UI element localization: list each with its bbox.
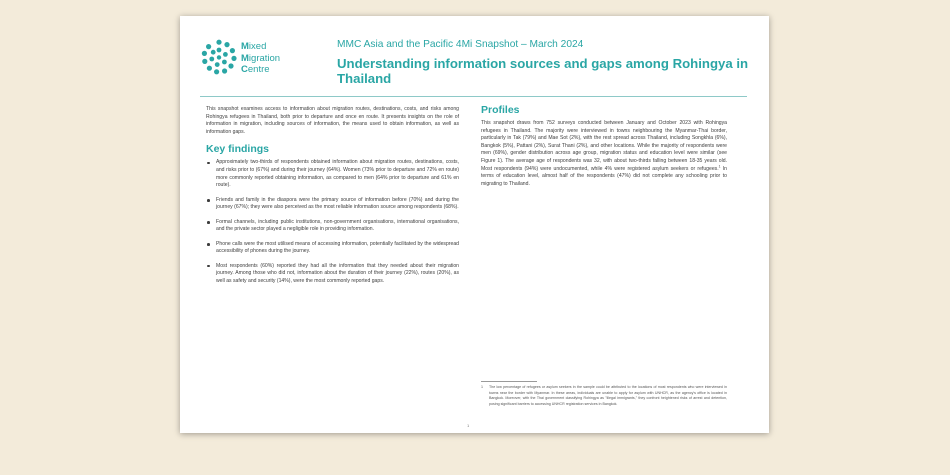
footnote-divider bbox=[481, 381, 537, 382]
bullet-icon bbox=[207, 199, 210, 202]
finding-item: Phone calls were the most utilised means of accessing information, potentially facilitated by the widespread accessibility of phones during the journey. bbox=[206, 241, 459, 256]
finding-item: Friends and family in the diaspora were the primary source of information before (70%) and during the journey (67%); they were also perceived as the most reliable information source among respondents (68%). bbox=[206, 197, 459, 212]
bullet-icon bbox=[207, 162, 210, 165]
logo-wordmark bbox=[241, 41, 280, 76]
document-title: Understanding information sources and gaps among Rohingya in Thailand bbox=[337, 56, 749, 86]
mmc-circle-logo-icon bbox=[201, 39, 237, 75]
key-findings-heading: Key findings bbox=[206, 143, 270, 156]
footnote-text: The low percentage of refugees or asylum seekers in the sample could be attributed to the locations of most respondents who were interviewed in towns near the border with Myanmar. In these areas, individuals are unable to apply for asylum with UNHCR, as the agency's office is located in Bangkok. Moreover, with the Thai government classifying Rohingya as "illegal immigrants," they confront heightened risks of arrest and detention, posing significant barriers to accessing UNHCR registration services in Bangkok. bbox=[489, 385, 727, 406]
footnote-reference[interactable]: 1 bbox=[718, 163, 721, 168]
bullet-icon bbox=[207, 243, 210, 246]
logo-line-2: Migration bbox=[241, 52, 281, 64]
mmc-logo bbox=[201, 39, 321, 79]
snapshot-subtitle: MMC Asia and the Pacific 4Mi Snapshot – March 2024 bbox=[337, 39, 584, 50]
footnote bbox=[481, 385, 727, 407]
bullet-icon bbox=[207, 265, 210, 268]
profiles-paragraph: This snapshot draws from 752 surveys conducted between January and October 2023 with Rohingya refugees in Thailand. The majority were interviewed in towns neighbouring the Myanmar-Thai border, particularly in Tak (79%) and Mae Sot (2%), with the rest spread across Thailand, including Songkhla (6%), Bangkok (5%), Pattani (2%), Surat Thani (2%), and other locations. While the majority of respondents were men (69%), gender distribution across age group, migration status and education level were similar (see Figure 1). The average age of respondents was 32, with about two-thirds falling between 18-35 years old. Most respondents (94%) were undocumented, while 4% were registered asylum seekers or refugees.$^1$ In terms of education level, almost half of the respondents (47%) did not complete any schooling prior to migrating to Thailand. bbox=[481, 120, 727, 187]
profiles-heading: Profiles bbox=[481, 104, 520, 116]
logo-line-3: Centre bbox=[241, 64, 270, 75]
page-number: 1 bbox=[467, 423, 470, 428]
page-header bbox=[180, 16, 769, 96]
logo-line-1: Mixed bbox=[241, 41, 267, 52]
bullet-icon bbox=[207, 221, 210, 224]
key-findings-list bbox=[206, 159, 459, 285]
document-page bbox=[180, 16, 769, 433]
finding-item: Formal channels, including public institutions, non-government organisations, international organisations, and the private sector played a negligible role in providing information. bbox=[206, 219, 459, 234]
intro-paragraph: This snapshot examines access to information about migration routes, destinations, costs, and risks among Rohingya refugees in Thailand, both prior to departure and once en route. It presents insights on the role of information in migration, including sources of information, the means used to obtain information, as well as information gaps. bbox=[206, 106, 459, 135]
right-column bbox=[481, 104, 727, 188]
header-divider bbox=[200, 96, 747, 97]
finding-item: Most respondents (60%) reported they had all the information that they needed about their migration journey. Among those who did not, information about the duration of their journey (22%), routes (20%), as well as safety and security (14%), were the most commonly reported gaps. bbox=[206, 263, 459, 286]
footnote-number: 1 bbox=[481, 385, 483, 389]
left-column bbox=[206, 106, 459, 292]
finding-item: Approximately two-thirds of respondents obtained information about migration routes, destinations, costs, and risks prior to (67%) and during their journey (64%). Women (73% prior to departure and 72% en route) more commonly reported obtaining information, as compared to men (64% prior to departure and 61% en route). bbox=[206, 159, 459, 189]
